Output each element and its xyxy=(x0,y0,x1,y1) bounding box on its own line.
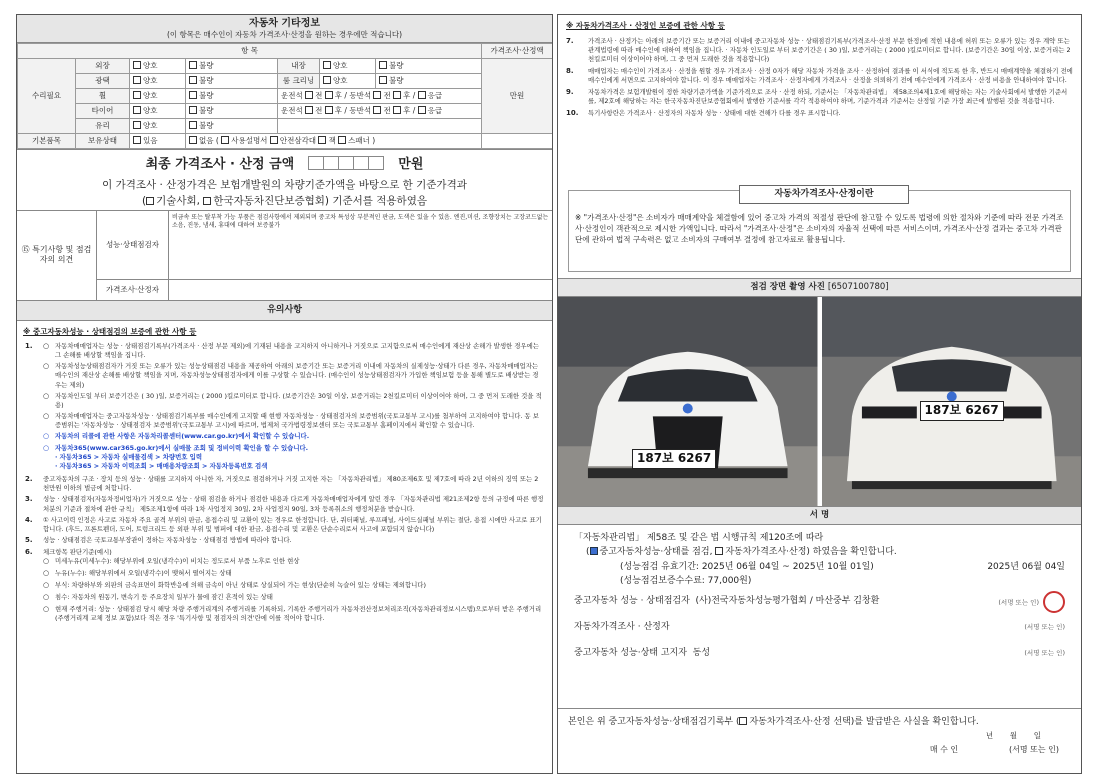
circle-bullet-icon: ○ xyxy=(43,391,50,400)
inspector-name: (사)전국자동차성능평가협회 / 마산중부 김창환 xyxy=(695,596,880,607)
notice-subtitle: ※ 중고자동차성능 · 상태점검의 보증에 관한 사항 등 xyxy=(23,327,197,337)
checkbox-icon xyxy=(373,91,381,99)
notice-item-6: 6. 체크항목 판단기준(예시) ○ 미세누유(미세누수): 해당부위에 오일(냉각수)이 비치는 정도로서 부품 노후로 인한 현상 ○ 누유(누수): 해당부위에서 오일(냉각수)이 맺혀서 떨어지는 상태 ○ 부식: 차량하부와 외판의 금속표면이 화학반응에 의해 금속이 아닌 상태로 상실되어 가는 현상(단순히 녹슬어 있는 상태는 제외합니다) ○ 침수: 자동차의 원동기, 변속기 등 주요장치 일부가 물에 잠긴 흔적이 있는 상태 ○ 현재 주행거리: 성능 · 상태점검 당시 해당 차량 주행거리계의 주행거리를 기록하되, 기록한 주행거리가 자동차전산정보처리조직(자동차관리정보시스템)으로부터 받은 주행거리(주행거리계 교체 정보 포함)보다 적은 경우 '특기사항 및 점검자의 의견'란에 이를 적어야 합니다. xyxy=(25,547,542,622)
car-rear-photo xyxy=(818,297,1082,506)
inspector-row: 중고자동차 성능 · 상태점검자 (사)전국자동차성능평가협회 / 마산중부 김창환 (서명 또는 인) xyxy=(574,589,1065,615)
other-info-table xyxy=(17,43,553,149)
price-item-7: 가격조사 · 산정가는 아래의 보증기간 또는 보증거리 이내에 중고자동차 성능 · 상태점검기록부(가격조사·산정 부문 한정)에 적힌 내용에 허위 또는 오류가 있는 경우 계약 또는 관계법령에 따라 매수인에 대하여 책임을 집니다. · 자동차 인도일로 부터 보증기간은 ( 30 )일, 보증거리는 ( 2000 )킬로미터로 합니다. (보증기간은 30일 이상, 보증거리는 2천킬로미터 이상이어야 하며, 그 중 먼저 도래한 것을 적용합니다) xyxy=(588,36,1071,63)
tire-positions[interactable]: 운전석 전 후 / 동반석 전 후 / 응급 xyxy=(278,103,482,118)
car-front-photo xyxy=(558,297,818,506)
left-panel xyxy=(16,14,553,774)
final-price-note-1: 이 가격조사 · 산정가격은 보험개발원의 차량기준가액을 바탕으로 한 기준가격과 xyxy=(102,178,467,191)
checkbox-icon[interactable] xyxy=(203,197,211,205)
checkbox-icon xyxy=(305,106,313,114)
checkbox-icon xyxy=(318,136,326,144)
glass-bad[interactable]: 불량 xyxy=(186,118,278,133)
inspector-opinion-text: 비금속 또는 탈부착 가능 부품은 점검사항에서 제외되며 중고차 특성상 부분적인 판금, 도색은 있을 수 있음. 엔진,미션, 조향장치는 고장코드없는 소음, 진동, 냄새, 휴대에 대하여 보증불가 xyxy=(172,213,549,229)
checkbox-icon xyxy=(189,76,197,84)
seal-stamp-icon xyxy=(1043,591,1065,613)
notice-item-3: 3. 성능 · 상태점검자(자동차정비업자)가 거짓으로 성능 · 상태 점검을 하거나 점검한 내용과 다르게 자동차매매업자에게 알린 경우 「자동차관리법 제21조제2항 등의 규정에 따른 행정처분의 기준과 절차에 관한 규칙」 제5조제1항에 따라 1차 사업정지 30일, 2차 사업정지 90일, 3차 등록취소의 행정처분을 받습니다. xyxy=(25,495,544,513)
circle-bullet-icon: ○ xyxy=(43,604,50,613)
circle-bullet-icon: ○ xyxy=(43,556,50,565)
price-item-9: 자동차가격은 보험개발원이 정한 차량기준가액을 기준가격으로 조사 · 산정 하되, 기준서는 「자동차관리법」 제58조의4제1호에 해당하는 자는 기술사회에서 발행한 기준서를, 제2호에 해당하는 자는 한국자동차진단보증협회에서 발행한 기준서를 각각 적용하여야 하며, 기준가격과 기준서는 산정일 기준 가장 최근에 발행된 것을 적용합니다. xyxy=(588,88,1068,106)
interior-bad[interactable]: 불량 xyxy=(376,58,482,73)
row-possession: 보유상태 xyxy=(76,133,130,148)
notifier-row: 중고자동차 성능·상태 고지자 동성 (서명 또는 인) xyxy=(574,648,1065,659)
signature-header: 서 명 xyxy=(558,507,1081,525)
circle-bullet-icon: ○ xyxy=(43,342,50,351)
signature-check-row: ( 중고자동차성능·상태를 점검, 자동차가격조사·산정) 하였음을 확인합니다. xyxy=(586,547,897,558)
checkbox-icon xyxy=(323,61,331,69)
price-warranty-section: ※ 자동차가격조사 · 산정인 보증에 관한 사항 등 7. 가격조사 · 산정가는 아래의 보증기간 또는 보증거리 이내에 중고자동차 성능 · 상태점검기록부(가격조사·산정 부문 한정)에 적힌 내용에 허위 또는 오류가 있는 경우 계약 또는 관계법령에 따라 매수인에 대하여 책임을 집니다. · 자동차 인도일로 부터 보증기간은 ( 30 )일, 보증거리는 ( 2000 )킬로미터로 합니다. (보증기간은 30일 이상, 보증거리는 2천킬로미터 이상이어야 하며, 그 중 먼저 도래한 것을 적용합니다) 8. 매매업자는 매수인이 가격조사 · 산정을 원할 경우 가격조사 · 산정 0자가 해당 자동차 가격을 조사 · 산정하여 결과를 이 서식에 적도록 한 후, 반드시 매매계약을 체결하기 전에 매수인에게 서면으로 고지하여야 합니다. 이 경우 매매업자는 가격조사 · 산정자에게 가격조사 · 산정을 의뢰하기 전에 매수인에게 가격조사 · 산정 비용을 안내하여야 합니다. 9. 자동차가격은 보험개발원이 정한 차량기준가액을 기준가격으로 조사 · 산정 하되, 기준서는 「자동차관리법」 제58조의4제1호에 해당하는 자는 기술사회에서 발행한 기준서를, 제2호에 해당하는 자는 한국자동차진단보증협회에서 발행한 기준서를 각각 적용하여야 하며, 기준가격과 기준서는 산정일 기준 가장 최근에 발행된 것을 적용합니다. 10. 특기사항란은 가격조사 · 산정자의 자동차 성능 · 상태에 대한 견해가 다를 경우 표시합니다. xyxy=(566,21,1073,118)
checkbox-icon xyxy=(133,136,141,144)
checkbox-icon xyxy=(393,106,401,114)
checkbox-icon xyxy=(379,76,387,84)
checkbox-icon xyxy=(133,76,141,84)
price-opinion-label: 가격조사·산정자 xyxy=(97,280,169,300)
plate-number-rear: 187보 6267 xyxy=(920,401,1004,421)
checkbox-icon xyxy=(325,106,333,114)
notifier-name: 동성 xyxy=(692,648,711,659)
tire-good[interactable]: 양호 xyxy=(130,103,186,118)
possession-have[interactable]: 있음 xyxy=(130,133,186,148)
notice-item-2: 2. 중고자동차의 구조 · 장치 등의 성능 · 상태를 고지하지 아니한 자, 거짓으로 점검하거나 거짓 고지한 자는 「자동차관리법」 제80조제6호 및 제7호에 따라 2년 이하의 징역 또는 2천만원 이하의 벌금에 처합니다. xyxy=(25,475,539,493)
recall-link[interactable]: 자동차의 리콜에 관한 사항은 자동차리콜센터(www.car.go.kr)에서 확인할 수 있습니다. xyxy=(55,432,310,441)
checkbox-icon xyxy=(323,76,331,84)
gloss-bad[interactable]: 불량 xyxy=(186,73,278,88)
circle-bullet-icon: ○ xyxy=(43,443,50,452)
final-price-unit: 만원 xyxy=(398,156,424,172)
checkbox-icon xyxy=(305,91,313,99)
signature-section xyxy=(558,525,1081,708)
exterior-good[interactable]: 양호 xyxy=(130,58,186,73)
wheel-positions[interactable]: 운전석 전 후 / 동반석 전 후 / 응급 xyxy=(278,88,482,103)
checkbox-icon xyxy=(418,106,426,114)
other-info-header xyxy=(17,15,552,43)
checkbox-icon[interactable] xyxy=(715,547,723,555)
circle-bullet-icon: ○ xyxy=(43,432,50,441)
price-assessor-row: 자동차가격조사 · 산정자 (서명 또는 인) xyxy=(574,622,1065,633)
row-room-clean: 룸 크리닝 xyxy=(278,73,320,88)
checkbox-icon xyxy=(418,91,426,99)
car365-link[interactable]: 자동차365(www.car365.go.kr)에서 실매물 조회 및 정비이력 확인을 할 수 있습니다. xyxy=(55,443,309,452)
price-warranty-title: ※ 자동차가격조사 · 산정인 보증에 관한 사항 등 xyxy=(566,21,725,30)
row-exterior: 외장 xyxy=(76,58,130,73)
right-panel xyxy=(557,14,1082,774)
special-notes-title: ⑮ 특기사항 및 점검자의 의견 xyxy=(17,211,97,300)
gloss-good[interactable]: 양호 xyxy=(130,73,186,88)
row-glass: 유리 xyxy=(76,118,130,133)
notice-item-5: 5. 성능 · 상태점검은 국토교통부장관이 정하는 자동차성능 · 상태점검 방법에 따라야 합니다. xyxy=(25,535,292,544)
possession-none[interactable]: 없음 ( 사용설명서 안전삼각대 잭 스패너 ) xyxy=(186,133,482,148)
checkbox-icon xyxy=(133,61,141,69)
notice-item-1: 1. ○ 자동차매매업자는 성능 · 상태점검기록부(가격조사 · 산정 부문 제외)에 기재된 내용을 고지하지 아니하거나 거짓으로 고지함으로써 매수인에게 재산상 손해가 발생한 경우에는 그 손해를 배상할 책임을 집니다. ○ 자동차성능상태점검자가 거짓 또는 오류가 있는 성능상태점검 내용을 제공하여 아래의 보증기간 또는 보증거리 이내에 자동차의 실제성능·상태가 다른 경우, 자동차매매업자는 매수인의 재산상 손해를 배상할 책임을 지며, 자동차성능상태점검자에게 이를 구상할 수 있습니다. (매수인이 성능상태점검자가 가입한 책임보험 등을 통해 별도로 배상받는 경우는 제외) ○ 자동차인도일 부터 보증기간은 ( 30 )일, 보증거리는 ( 2000 )킬로미터로 합니다. (보증기간은 30일 이상, 보증거리는 2천킬로미터 이상이어야 하며, 그 중 먼저 도래한 것을 적용) ○ 자동차매매업자는 중고자동차성능 · 상태점검기록부를 매수인에게 고지할 때 현행 자동차성능 · 상태점검자의 보증범위(국토교통부 고시)를 첨부하여 고지하여야 합니다. 동 보증범위는 '자동차성능 · 상태점검자 보증범위'(국토교통부 고시)에 따르며, 법제처 국가법령정보센터 또는 국토교통부 홈페이지에서 확인할 수 있습니다. ○ 자동차의 리콜에 관한 사항은 자동차리콜센터(www.car.go.kr)에서 확인할 수 있습니다. ○ 자동차365(www.car365.go.kr)에서 실매물 조회 및 정비이력 확인을 할 수 있습니다. · 자동차365 > 자동차 실매물검색 > 차량번호 입력 · 자동차365 > 자동차 이력조회 > 매매용차량조회 > 자동차등록번호 검색 xyxy=(25,342,542,471)
final-price-section: 최종 가격조사 · 산정 금액 만원 이 가격조사 · 산정가격은 보험개발원의 차량기준가액을 바탕으로 한 기준가격과 ( 기술사회, 한국자동차진단보증협회) 기준서를 적용하였음 xyxy=(17,149,552,211)
checkbox-icon xyxy=(189,121,197,129)
checkbox-icon xyxy=(325,91,333,99)
checkbox-icon xyxy=(189,61,197,69)
row-wheel: 휠 xyxy=(76,88,130,103)
inspection-photos xyxy=(558,297,1081,507)
signature-law: 「자동차관리법」 제58조 및 같은 법 시행규칙 제120조에 따라 xyxy=(574,533,824,544)
warranty-fee: (성능점검보증수수료: 77,000원) xyxy=(620,576,752,587)
checkbox-icon xyxy=(338,136,346,144)
checkbox-icon xyxy=(189,91,197,99)
other-info-subtitle: (이 항목은 매수인이 자동차 가격조사·산정을 원하는 경우에만 적습니다) xyxy=(166,30,403,39)
notice-list xyxy=(17,340,552,625)
buyer-confirmation: 본인은 위 중고자동차성능·상태점검기록부 ( 자동차가격조사·산정 선택)를 발급받은 사실을 확인합니다. 년 월 일 매 수 인 (서명 또는 인) xyxy=(558,708,1081,763)
final-price-input[interactable] xyxy=(309,156,384,176)
checkbox-icon xyxy=(379,61,387,69)
buyer-signature[interactable]: (서명 또는 인) xyxy=(1009,745,1059,755)
checkbox-icon[interactable] xyxy=(146,197,154,205)
row-gloss: 광택 xyxy=(76,73,130,88)
inspector-opinion-label: 성능·상태점검자 xyxy=(97,211,169,279)
room-clean-good[interactable]: 양호 xyxy=(320,73,376,88)
final-price-note-3: 한국자동차진단보증협회) 기준서를 적용하였음 xyxy=(213,195,427,208)
photo-code: [6507100780] xyxy=(827,282,889,292)
checkbox-icon[interactable] xyxy=(739,717,747,725)
checkbox-icon xyxy=(133,121,141,129)
col-price-header: 가격조사·산정액 xyxy=(482,43,553,58)
other-info-title: 자동차 기타정보 xyxy=(248,18,321,29)
checked-checkbox-icon[interactable] xyxy=(590,547,598,555)
circle-bullet-icon: ○ xyxy=(43,568,50,577)
price-definition-box xyxy=(568,190,1071,272)
checkbox-icon xyxy=(270,136,278,144)
checkbox-icon xyxy=(221,136,229,144)
row-tire: 타이어 xyxy=(76,103,130,118)
circle-bullet-icon: ○ xyxy=(43,362,50,371)
price-definition-text: ※ "가격조사·산정"은 소비자가 매매계약을 체결함에 있어 중고차 가격의 적절성 판단에 참고할 수 있도록 법령에 의한 절차와 기준에 따라 전문 가격조사·산정인이 객관적으로 제시한 가액입니다. 따라서 "가격조사·산정"은 소비자의 자율적 선택에 따른 서비스이며, 가격조사·산정 결과는 중고차 가격판단에 관하여 법적 구속력은 없고 소비자의 구매여부 결정에 참고자료로 활용됩니다. xyxy=(575,213,1064,244)
price-item-10: 특기사항란은 가격조사 · 산정자의 자동차 성능 · 상태에 대한 견해가 다를 경우 표시합니다. xyxy=(588,109,841,118)
room-clean-bad[interactable]: 불량 xyxy=(376,73,482,88)
final-price-note-2: 기술사회, xyxy=(156,195,201,208)
exterior-bad[interactable]: 불량 xyxy=(186,58,278,73)
circle-bullet-icon: ○ xyxy=(43,580,50,589)
tire-bad[interactable]: 불량 xyxy=(186,103,278,118)
glass-good[interactable]: 양호 xyxy=(130,118,186,133)
final-price-title: 최종 가격조사 · 산정 금액 xyxy=(145,156,295,172)
price-opinion-text[interactable] xyxy=(169,280,552,300)
checkbox-icon xyxy=(133,106,141,114)
checkbox-icon xyxy=(189,106,197,114)
circle-bullet-icon: ○ xyxy=(43,411,50,420)
price-item-8: 매매업자는 매수인이 가격조사 · 산정을 원할 경우 가격조사 · 산정 0자가 해당 자동차 가격을 조사 · 산정하여 결과를 이 서식에 적도록 한 후, 반드시 매매계약을 체결하기 전에 매수인에게 서면으로 고지하여야 합니다. 이 경우 매매업자는 가격조사 · 산정자에게 가격조사 · 산정을 의뢰하기 전에 매수인에게 가격조사 · 산정 비용을 안내하여야 합니다. xyxy=(588,66,1073,85)
price-value: 만원 xyxy=(482,58,553,133)
row-interior: 내장 xyxy=(278,58,320,73)
group-basic: 기본품목 xyxy=(18,133,76,148)
circle-bullet-icon: ○ xyxy=(43,592,50,601)
checkbox-icon xyxy=(189,136,197,144)
buyer-label: 매 수 인 xyxy=(929,745,959,755)
checkbox-icon xyxy=(133,91,141,99)
wheel-good[interactable]: 양호 xyxy=(130,88,186,103)
interior-good[interactable]: 양호 xyxy=(320,58,376,73)
checkbox-icon xyxy=(373,106,381,114)
col-item-header: 항 목 xyxy=(18,43,482,58)
checkbox-icon xyxy=(393,91,401,99)
wheel-bad[interactable]: 불량 xyxy=(186,88,278,103)
special-notes xyxy=(17,211,552,301)
validity-period: (성능점검 유효기간: 2025년 06월 04일 ~ 2025년 10월 01일) xyxy=(620,561,874,572)
issue-date: 2025년 06월 04일 xyxy=(987,561,1065,572)
group-repair: 수리필요 xyxy=(18,58,76,133)
photo-header xyxy=(558,278,1081,297)
plate-number-front: 187보 6267 xyxy=(632,449,716,469)
photo-title: 점검 장면 촬영 사진 xyxy=(750,282,825,292)
price-definition-title: 자동차가격조사·산정이란 xyxy=(739,185,909,204)
notice-item-4: 4. ① 사고이력 인정은 사고로 자동차 주요 골격 부위의 판금, 용접수리 및 교환이 있는 경우로 한정합니다. 단, 쿼터패널, 루프패널, 사이드실패널 부위는 절단, 용접 시에만 사고로 표기합니다. (후드, 프론트펜더, 도어, 트렁크리드 등 외판 부위 및 범퍼에 대한 판금, 용접수리 및 교환은 단순수리로서 사고에 포함되지 않습니다) xyxy=(25,515,542,533)
notice-title: 유의사항 xyxy=(17,301,552,322)
